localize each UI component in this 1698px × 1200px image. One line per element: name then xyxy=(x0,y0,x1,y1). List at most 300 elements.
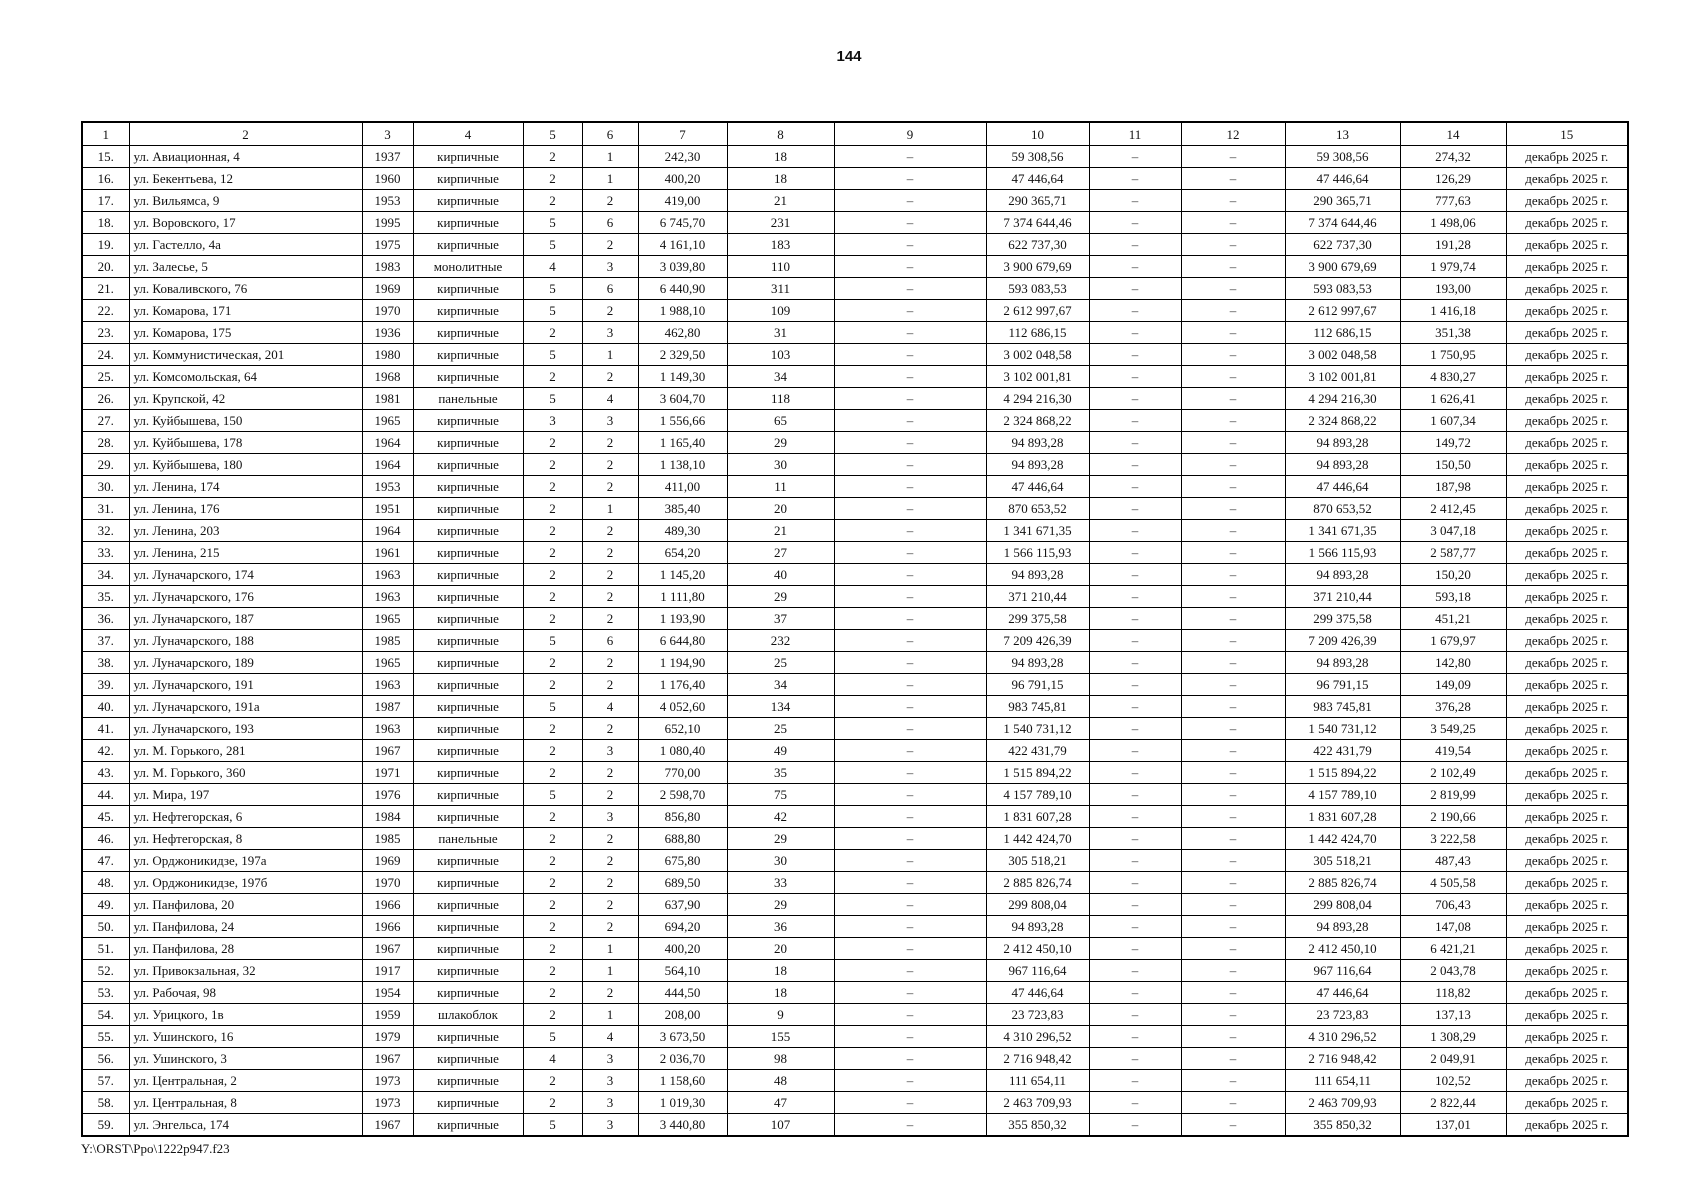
area-cell: 385,40 xyxy=(638,498,727,520)
row-index-cell: 42. xyxy=(82,740,129,762)
cost-cell: 371 210,44 xyxy=(986,586,1089,608)
floors-cell: 2 xyxy=(523,322,582,344)
row-index-cell: 49. xyxy=(82,894,129,916)
row-index-cell: 18. xyxy=(82,212,129,234)
deadline-cell: декабрь 2025 г. xyxy=(1506,432,1628,454)
year-built-cell: 1973 xyxy=(362,1092,413,1114)
col-9-cell: – xyxy=(834,586,986,608)
residents-cell: 25 xyxy=(727,652,834,674)
col-12-cell: – xyxy=(1181,1070,1285,1092)
cost-per-sqm-cell: 2 412,45 xyxy=(1400,498,1506,520)
address-cell: ул. Ленина, 203 xyxy=(129,520,362,542)
col-11-cell: – xyxy=(1089,652,1181,674)
area-cell: 411,00 xyxy=(638,476,727,498)
year-built-cell: 1966 xyxy=(362,916,413,938)
col-11-cell: – xyxy=(1089,982,1181,1004)
entrances-cell: 2 xyxy=(582,784,638,806)
entrances-cell: 1 xyxy=(582,168,638,190)
total-cost-cell: 2 885 826,74 xyxy=(1285,872,1400,894)
floors-cell: 5 xyxy=(523,784,582,806)
deadline-cell: декабрь 2025 г. xyxy=(1506,542,1628,564)
deadline-cell: декабрь 2025 г. xyxy=(1506,652,1628,674)
deadline-cell: декабрь 2025 г. xyxy=(1506,916,1628,938)
col-11-cell: – xyxy=(1089,1070,1181,1092)
col-11-cell: – xyxy=(1089,190,1181,212)
total-cost-cell: 94 893,28 xyxy=(1285,916,1400,938)
area-cell: 689,50 xyxy=(638,872,727,894)
table-row xyxy=(82,872,1628,894)
floors-cell: 5 xyxy=(523,1114,582,1137)
cost-per-sqm-cell: 777,63 xyxy=(1400,190,1506,212)
col-11-cell: – xyxy=(1089,1004,1181,1026)
deadline-cell: декабрь 2025 г. xyxy=(1506,1026,1628,1048)
cost-cell: 7 374 644,46 xyxy=(986,212,1089,234)
year-built-cell: 1970 xyxy=(362,300,413,322)
cost-cell: 1 540 731,12 xyxy=(986,718,1089,740)
wall-material-cell: кирпичные xyxy=(413,718,523,740)
entrances-cell: 2 xyxy=(582,916,638,938)
deadline-cell: декабрь 2025 г. xyxy=(1506,850,1628,872)
address-cell: ул. Ленина, 215 xyxy=(129,542,362,564)
col-11-cell: – xyxy=(1089,212,1181,234)
column-number-cell: 11 xyxy=(1089,122,1181,146)
col-11-cell: – xyxy=(1089,872,1181,894)
entrances-cell: 2 xyxy=(582,762,638,784)
col-9-cell: – xyxy=(834,256,986,278)
area-cell: 564,10 xyxy=(638,960,727,982)
residents-cell: 231 xyxy=(727,212,834,234)
floors-cell: 2 xyxy=(523,564,582,586)
area-cell: 6 745,70 xyxy=(638,212,727,234)
cost-per-sqm-cell: 6 421,21 xyxy=(1400,938,1506,960)
address-cell: ул. Панфилова, 20 xyxy=(129,894,362,916)
cost-per-sqm-cell: 2 819,99 xyxy=(1400,784,1506,806)
total-cost-cell: 355 850,32 xyxy=(1285,1114,1400,1137)
table-row xyxy=(82,608,1628,630)
column-number-cell: 8 xyxy=(727,122,834,146)
cost-cell: 2 716 948,42 xyxy=(986,1048,1089,1070)
column-number-cell: 5 xyxy=(523,122,582,146)
col-11-cell: – xyxy=(1089,762,1181,784)
total-cost-cell: 3 002 048,58 xyxy=(1285,344,1400,366)
residents-cell: 107 xyxy=(727,1114,834,1137)
cost-per-sqm-cell: 2 102,49 xyxy=(1400,762,1506,784)
table-row xyxy=(82,146,1628,168)
residents-cell: 40 xyxy=(727,564,834,586)
address-cell: ул. Куйбышева, 150 xyxy=(129,410,362,432)
year-built-cell: 1965 xyxy=(362,410,413,432)
column-number-cell: 9 xyxy=(834,122,986,146)
year-built-cell: 1985 xyxy=(362,630,413,652)
area-cell: 1 193,90 xyxy=(638,608,727,630)
total-cost-cell: 7 209 426,39 xyxy=(1285,630,1400,652)
wall-material-cell: кирпичные xyxy=(413,498,523,520)
year-built-cell: 1981 xyxy=(362,388,413,410)
year-built-cell: 1968 xyxy=(362,366,413,388)
floors-cell: 5 xyxy=(523,388,582,410)
address-cell: ул. Куйбышева, 180 xyxy=(129,454,362,476)
deadline-cell: декабрь 2025 г. xyxy=(1506,872,1628,894)
cost-cell: 983 745,81 xyxy=(986,696,1089,718)
cost-per-sqm-cell: 1 750,95 xyxy=(1400,344,1506,366)
row-index-cell: 39. xyxy=(82,674,129,696)
address-cell: ул. Залесье, 5 xyxy=(129,256,362,278)
cost-cell: 355 850,32 xyxy=(986,1114,1089,1137)
wall-material-cell: кирпичные xyxy=(413,234,523,256)
residents-cell: 311 xyxy=(727,278,834,300)
col-12-cell: – xyxy=(1181,718,1285,740)
table-row xyxy=(82,630,1628,652)
deadline-cell: декабрь 2025 г. xyxy=(1506,256,1628,278)
cost-cell: 59 308,56 xyxy=(986,146,1089,168)
floors-cell: 2 xyxy=(523,146,582,168)
total-cost-cell: 983 745,81 xyxy=(1285,696,1400,718)
col-9-cell: – xyxy=(834,366,986,388)
cost-cell: 422 431,79 xyxy=(986,740,1089,762)
entrances-cell: 3 xyxy=(582,1048,638,1070)
year-built-cell: 1967 xyxy=(362,740,413,762)
cost-per-sqm-cell: 1 679,97 xyxy=(1400,630,1506,652)
address-cell: ул. Орджоникидзе, 197б xyxy=(129,872,362,894)
entrances-cell: 2 xyxy=(582,190,638,212)
total-cost-cell: 2 463 709,93 xyxy=(1285,1092,1400,1114)
deadline-cell: декабрь 2025 г. xyxy=(1506,828,1628,850)
col-9-cell: – xyxy=(834,564,986,586)
deadline-cell: декабрь 2025 г. xyxy=(1506,740,1628,762)
wall-material-cell: кирпичные xyxy=(413,960,523,982)
year-built-cell: 1973 xyxy=(362,1070,413,1092)
area-cell: 400,20 xyxy=(638,938,727,960)
col-9-cell: – xyxy=(834,300,986,322)
col-12-cell: – xyxy=(1181,806,1285,828)
area-cell: 688,80 xyxy=(638,828,727,850)
col-11-cell: – xyxy=(1089,344,1181,366)
entrances-cell: 2 xyxy=(582,894,638,916)
col-11-cell: – xyxy=(1089,300,1181,322)
total-cost-cell: 94 893,28 xyxy=(1285,652,1400,674)
area-cell: 1 138,10 xyxy=(638,454,727,476)
year-built-cell: 1969 xyxy=(362,850,413,872)
table-row xyxy=(82,322,1628,344)
floors-cell: 5 xyxy=(523,696,582,718)
cost-per-sqm-cell: 193,00 xyxy=(1400,278,1506,300)
file-path-footer: Y:\ORST\Ppo\1222p947.f23 xyxy=(81,1141,230,1156)
row-index-cell: 31. xyxy=(82,498,129,520)
area-cell: 770,00 xyxy=(638,762,727,784)
col-12-cell: – xyxy=(1181,652,1285,674)
col-9-cell: – xyxy=(834,146,986,168)
area-cell: 419,00 xyxy=(638,190,727,212)
column-number-cell: 2 xyxy=(129,122,362,146)
year-built-cell: 1954 xyxy=(362,982,413,1004)
cost-per-sqm-cell: 3 549,25 xyxy=(1400,718,1506,740)
cost-cell: 2 463 709,93 xyxy=(986,1092,1089,1114)
wall-material-cell: кирпичные xyxy=(413,1114,523,1137)
total-cost-cell: 1 831 607,28 xyxy=(1285,806,1400,828)
residents-cell: 48 xyxy=(727,1070,834,1092)
col-9-cell: – xyxy=(834,454,986,476)
floors-cell: 4 xyxy=(523,256,582,278)
col-11-cell: – xyxy=(1089,1092,1181,1114)
residents-cell: 103 xyxy=(727,344,834,366)
col-9-cell: – xyxy=(834,982,986,1004)
address-cell: ул. Гастелло, 4а xyxy=(129,234,362,256)
deadline-cell: декабрь 2025 г. xyxy=(1506,520,1628,542)
entrances-cell: 1 xyxy=(582,498,638,520)
deadline-cell: декабрь 2025 г. xyxy=(1506,1092,1628,1114)
cost-per-sqm-cell: 126,29 xyxy=(1400,168,1506,190)
residents-cell: 29 xyxy=(727,432,834,454)
table-row xyxy=(82,762,1628,784)
address-cell: ул. Нефтегорская, 6 xyxy=(129,806,362,828)
cost-per-sqm-cell: 4 830,27 xyxy=(1400,366,1506,388)
col-12-cell: – xyxy=(1181,982,1285,1004)
total-cost-cell: 299 375,58 xyxy=(1285,608,1400,630)
row-index-cell: 22. xyxy=(82,300,129,322)
table-row xyxy=(82,916,1628,938)
total-cost-cell: 593 083,53 xyxy=(1285,278,1400,300)
cost-per-sqm-cell: 3 047,18 xyxy=(1400,520,1506,542)
table-row xyxy=(82,256,1628,278)
total-cost-cell: 1 540 731,12 xyxy=(1285,718,1400,740)
deadline-cell: декабрь 2025 г. xyxy=(1506,454,1628,476)
area-cell: 242,30 xyxy=(638,146,727,168)
deadline-cell: декабрь 2025 г. xyxy=(1506,564,1628,586)
address-cell: ул. Бекентьева, 12 xyxy=(129,168,362,190)
floors-cell: 2 xyxy=(523,960,582,982)
col-9-cell: – xyxy=(834,520,986,542)
row-index-cell: 21. xyxy=(82,278,129,300)
wall-material-cell: кирпичные xyxy=(413,344,523,366)
address-cell: ул. М. Горького, 281 xyxy=(129,740,362,762)
table-row xyxy=(82,938,1628,960)
entrances-cell: 2 xyxy=(582,564,638,586)
entrances-cell: 2 xyxy=(582,872,638,894)
cost-cell: 2 412 450,10 xyxy=(986,938,1089,960)
total-cost-cell: 2 324 868,22 xyxy=(1285,410,1400,432)
residents-cell: 155 xyxy=(727,1026,834,1048)
row-index-cell: 27. xyxy=(82,410,129,432)
table-row xyxy=(82,212,1628,234)
cost-per-sqm-cell: 142,80 xyxy=(1400,652,1506,674)
cost-cell: 94 893,28 xyxy=(986,454,1089,476)
year-built-cell: 1963 xyxy=(362,674,413,696)
area-cell: 3 673,50 xyxy=(638,1026,727,1048)
area-cell: 652,10 xyxy=(638,718,727,740)
address-cell: ул. Луначарского, 174 xyxy=(129,564,362,586)
total-cost-cell: 111 654,11 xyxy=(1285,1070,1400,1092)
total-cost-cell: 422 431,79 xyxy=(1285,740,1400,762)
address-cell: ул. Орджоникидзе, 197а xyxy=(129,850,362,872)
residents-cell: 37 xyxy=(727,608,834,630)
wall-material-cell: кирпичные xyxy=(413,916,523,938)
col-12-cell: – xyxy=(1181,542,1285,564)
entrances-cell: 6 xyxy=(582,630,638,652)
year-built-cell: 1969 xyxy=(362,278,413,300)
deadline-cell: декабрь 2025 г. xyxy=(1506,278,1628,300)
total-cost-cell: 7 374 644,46 xyxy=(1285,212,1400,234)
col-9-cell: – xyxy=(834,1070,986,1092)
area-cell: 1 111,80 xyxy=(638,586,727,608)
residents-cell: 18 xyxy=(727,168,834,190)
cost-per-sqm-cell: 4 505,58 xyxy=(1400,872,1506,894)
col-9-cell: – xyxy=(834,344,986,366)
row-index-cell: 15. xyxy=(82,146,129,168)
cost-per-sqm-cell: 1 607,34 xyxy=(1400,410,1506,432)
row-index-cell: 26. xyxy=(82,388,129,410)
year-built-cell: 1961 xyxy=(362,542,413,564)
col-11-cell: – xyxy=(1089,1026,1181,1048)
floors-cell: 3 xyxy=(523,410,582,432)
area-cell: 1 145,20 xyxy=(638,564,727,586)
year-built-cell: 1965 xyxy=(362,652,413,674)
floors-cell: 2 xyxy=(523,608,582,630)
deadline-cell: декабрь 2025 г. xyxy=(1506,1004,1628,1026)
table-row xyxy=(82,1004,1628,1026)
row-index-cell: 19. xyxy=(82,234,129,256)
row-index-cell: 47. xyxy=(82,850,129,872)
table-row xyxy=(82,542,1628,564)
residents-cell: 109 xyxy=(727,300,834,322)
area-cell: 2 598,70 xyxy=(638,784,727,806)
area-cell: 489,30 xyxy=(638,520,727,542)
area-cell: 1 194,90 xyxy=(638,652,727,674)
cost-per-sqm-cell: 2 190,66 xyxy=(1400,806,1506,828)
cost-cell: 47 446,64 xyxy=(986,168,1089,190)
deadline-cell: декабрь 2025 г. xyxy=(1506,894,1628,916)
area-cell: 637,90 xyxy=(638,894,727,916)
row-index-cell: 28. xyxy=(82,432,129,454)
cost-per-sqm-cell: 118,82 xyxy=(1400,982,1506,1004)
area-cell: 444,50 xyxy=(638,982,727,1004)
deadline-cell: декабрь 2025 г. xyxy=(1506,322,1628,344)
address-cell: ул. Луначарского, 191а xyxy=(129,696,362,718)
residents-cell: 118 xyxy=(727,388,834,410)
residents-cell: 31 xyxy=(727,322,834,344)
area-cell: 462,80 xyxy=(638,322,727,344)
col-9-cell: – xyxy=(834,696,986,718)
address-cell: ул. Авиационная, 4 xyxy=(129,146,362,168)
col-9-cell: – xyxy=(834,916,986,938)
address-cell: ул. Луначарского, 188 xyxy=(129,630,362,652)
col-12-cell: – xyxy=(1181,740,1285,762)
wall-material-cell: кирпичные xyxy=(413,1070,523,1092)
total-cost-cell: 47 446,64 xyxy=(1285,476,1400,498)
cost-per-sqm-cell: 1 498,06 xyxy=(1400,212,1506,234)
cost-per-sqm-cell: 3 222,58 xyxy=(1400,828,1506,850)
total-cost-cell: 1 515 894,22 xyxy=(1285,762,1400,784)
col-12-cell: – xyxy=(1181,1092,1285,1114)
wall-material-cell: кирпичные xyxy=(413,784,523,806)
entrances-cell: 3 xyxy=(582,1114,638,1137)
residents-cell: 18 xyxy=(727,982,834,1004)
floors-cell: 2 xyxy=(523,916,582,938)
floors-cell: 2 xyxy=(523,740,582,762)
area-cell: 6 440,90 xyxy=(638,278,727,300)
address-cell: ул. Луначарского, 187 xyxy=(129,608,362,630)
col-11-cell: – xyxy=(1089,366,1181,388)
table-row xyxy=(82,190,1628,212)
row-index-cell: 43. xyxy=(82,762,129,784)
entrances-cell: 1 xyxy=(582,938,638,960)
entrances-cell: 6 xyxy=(582,278,638,300)
col-12-cell: – xyxy=(1181,168,1285,190)
col-12-cell: – xyxy=(1181,476,1285,498)
col-12-cell: – xyxy=(1181,322,1285,344)
col-9-cell: – xyxy=(834,1004,986,1026)
floors-cell: 4 xyxy=(523,1048,582,1070)
entrances-cell: 1 xyxy=(582,146,638,168)
total-cost-cell: 1 341 671,35 xyxy=(1285,520,1400,542)
year-built-cell: 1917 xyxy=(362,960,413,982)
year-built-cell: 1963 xyxy=(362,564,413,586)
total-cost-cell: 3 102 001,81 xyxy=(1285,366,1400,388)
cost-cell: 47 446,64 xyxy=(986,982,1089,1004)
col-11-cell: – xyxy=(1089,542,1181,564)
row-index-cell: 24. xyxy=(82,344,129,366)
year-built-cell: 1967 xyxy=(362,1114,413,1137)
entrances-cell: 4 xyxy=(582,388,638,410)
total-cost-cell: 2 612 997,67 xyxy=(1285,300,1400,322)
deadline-cell: декабрь 2025 г. xyxy=(1506,608,1628,630)
col-9-cell: – xyxy=(834,762,986,784)
year-built-cell: 1984 xyxy=(362,806,413,828)
row-index-cell: 45. xyxy=(82,806,129,828)
area-cell: 4 161,10 xyxy=(638,234,727,256)
deadline-cell: декабрь 2025 г. xyxy=(1506,410,1628,432)
col-11-cell: – xyxy=(1089,784,1181,806)
column-number-cell: 7 xyxy=(638,122,727,146)
cost-cell: 1 566 115,93 xyxy=(986,542,1089,564)
cost-per-sqm-cell: 2 049,91 xyxy=(1400,1048,1506,1070)
row-index-cell: 44. xyxy=(82,784,129,806)
col-9-cell: – xyxy=(834,234,986,256)
residents-cell: 18 xyxy=(727,146,834,168)
table-row xyxy=(82,388,1628,410)
table-row xyxy=(82,344,1628,366)
residents-cell: 29 xyxy=(727,894,834,916)
residents-cell: 21 xyxy=(727,190,834,212)
area-cell: 2 329,50 xyxy=(638,344,727,366)
area-cell: 1 080,40 xyxy=(638,740,727,762)
col-9-cell: – xyxy=(834,410,986,432)
entrances-cell: 2 xyxy=(582,718,638,740)
row-index-cell: 40. xyxy=(82,696,129,718)
address-cell: ул. Комарова, 171 xyxy=(129,300,362,322)
total-cost-cell: 305 518,21 xyxy=(1285,850,1400,872)
col-12-cell: – xyxy=(1181,630,1285,652)
col-12-cell: – xyxy=(1181,894,1285,916)
table-row xyxy=(82,432,1628,454)
entrances-cell: 1 xyxy=(582,960,638,982)
entrances-cell: 2 xyxy=(582,520,638,542)
address-cell: ул. Урицкого, 1в xyxy=(129,1004,362,1026)
wall-material-cell: кирпичные xyxy=(413,190,523,212)
cost-cell: 4 310 296,52 xyxy=(986,1026,1089,1048)
residents-cell: 29 xyxy=(727,828,834,850)
table-row xyxy=(82,278,1628,300)
row-index-cell: 37. xyxy=(82,630,129,652)
cost-per-sqm-cell: 593,18 xyxy=(1400,586,1506,608)
deadline-cell: декабрь 2025 г. xyxy=(1506,388,1628,410)
entrances-cell: 2 xyxy=(582,586,638,608)
cost-per-sqm-cell: 2 822,44 xyxy=(1400,1092,1506,1114)
total-cost-cell: 1 566 115,93 xyxy=(1285,542,1400,564)
floors-cell: 2 xyxy=(523,432,582,454)
cost-cell: 4 157 789,10 xyxy=(986,784,1089,806)
table-row xyxy=(82,1026,1628,1048)
col-12-cell: – xyxy=(1181,520,1285,542)
